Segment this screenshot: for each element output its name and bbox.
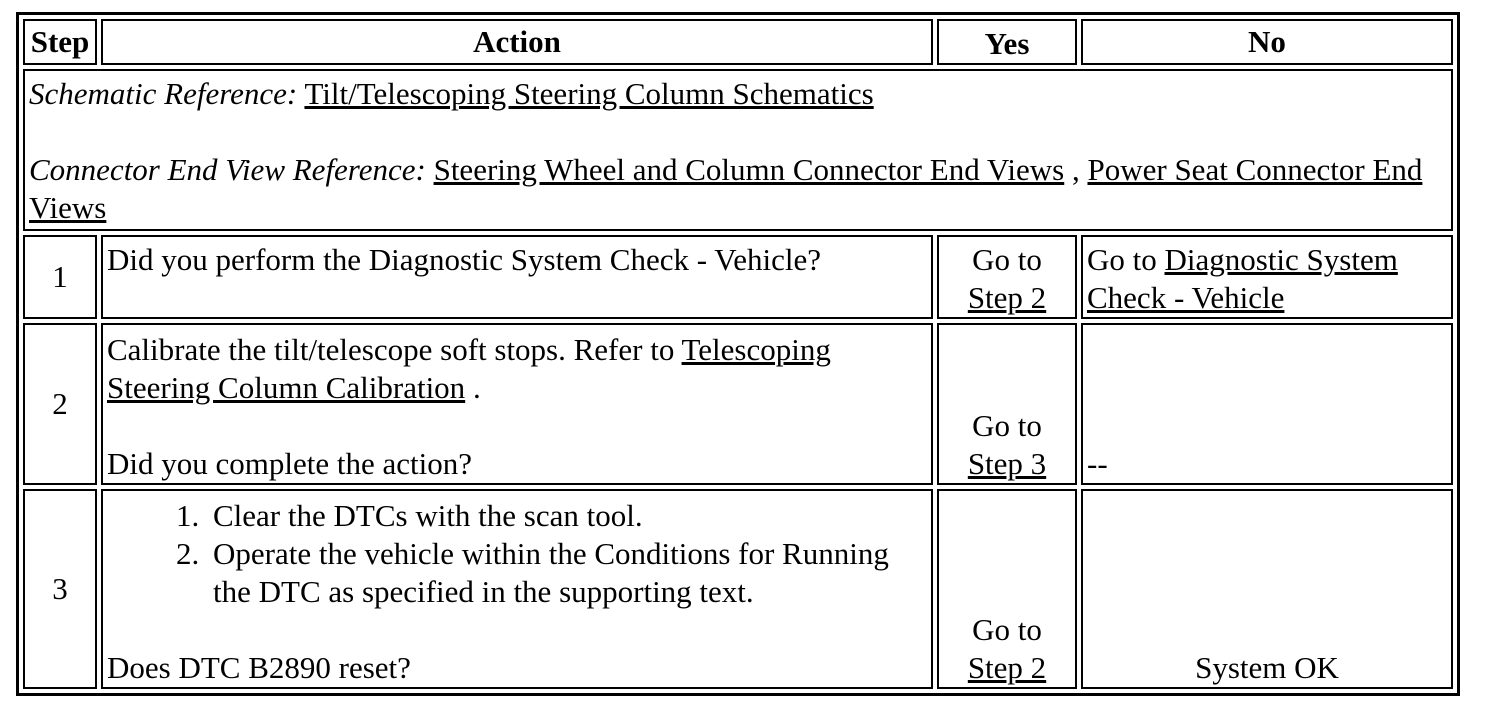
action-question: Did you complete the action? <box>107 446 472 481</box>
header-row <box>23 19 1453 65</box>
schematic-reference-label: Schematic Reference: <box>29 76 298 111</box>
connector-link-power-seat[interactable]: Power Seat Connector End Views <box>29 152 1423 225</box>
step-number: 2 <box>23 323 97 485</box>
reference-cell <box>23 69 1453 231</box>
no-prefix: Go to <box>1087 242 1157 277</box>
connector-reference-label: Connector End View Reference: <box>29 152 426 187</box>
no-cell: System OK <box>1081 489 1453 689</box>
no-link-diagnostic-system-check[interactable]: Diagnostic System Check - Vehicle <box>1087 242 1398 315</box>
list-item: 2. Operate the vehicle within the Conditions for Running the DTC as specified in the supporting text. <box>207 535 927 611</box>
yes-cell <box>937 323 1077 485</box>
step-number: 1 <box>23 235 97 319</box>
no-cell: -- <box>1081 323 1453 485</box>
table-row-step-3 <box>23 489 1453 689</box>
action-cell <box>101 323 933 485</box>
action-list <box>107 497 927 611</box>
yes-prefix: Go to <box>972 408 1042 443</box>
yes-link-step-3[interactable]: Step 3 <box>967 446 1047 481</box>
yes-cell <box>937 489 1077 689</box>
yes-cell <box>937 235 1077 319</box>
header-action: Action <box>101 19 933 65</box>
no-cell <box>1081 235 1453 319</box>
header-no: No <box>1081 19 1453 65</box>
action-question: Does DTC B2890 reset? <box>107 650 411 685</box>
reference-row <box>23 69 1453 231</box>
connector-link-steering-wheel[interactable]: Steering Wheel and Column Connector End Views <box>433 152 1065 187</box>
action-text: Calibrate the tilt/telescope soft stops. Refer to <box>107 332 675 367</box>
yes-prefix: Go to <box>972 612 1042 647</box>
action-cell <box>101 489 933 689</box>
header-yes: Yes <box>937 19 1077 65</box>
calibration-link[interactable]: Telescoping Steering Column Calibration <box>107 332 831 405</box>
reference-separator: , <box>1071 152 1080 187</box>
table-row-step-1 <box>23 235 1453 319</box>
yes-link-step-2[interactable]: Step 2 <box>967 280 1047 315</box>
action-end: . <box>472 370 481 405</box>
yes-prefix: Go to <box>972 242 1042 277</box>
table-row-step-2 <box>23 323 1453 485</box>
step-number: 3 <box>23 489 97 689</box>
yes-link-step-2[interactable]: Step 2 <box>967 650 1047 685</box>
schematic-link[interactable]: Tilt/Telescoping Steering Column Schematics <box>304 76 874 111</box>
list-item: 1. Clear the DTCs with the scan tool. <box>207 497 927 535</box>
header-step: Step <box>23 19 97 65</box>
diagnostic-table <box>16 12 1460 696</box>
action-cell: Did you perform the Diagnostic System Check - Vehicle? <box>101 235 933 319</box>
